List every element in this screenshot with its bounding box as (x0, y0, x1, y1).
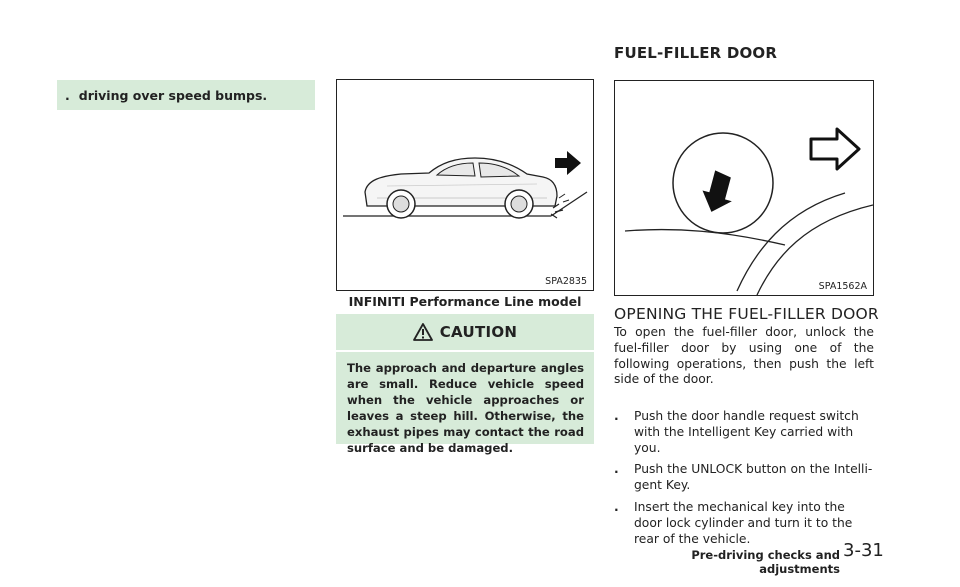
warning-icon (413, 323, 433, 341)
caution-heading (336, 314, 594, 350)
figure-car-illustration (336, 79, 594, 291)
car-illustration-icon (337, 80, 594, 291)
instruction-paragraph: To open the fuel-filler door, unlock the fuel-filler door by using one of the following operations, then push the left side of the door. (614, 325, 874, 387)
bullet-marker: . (614, 462, 619, 477)
bullet-marker: . (614, 409, 619, 423)
footer-section-label: Pre-driving checks and adjustments (691, 548, 840, 576)
list-item-text: Insert the mechanical key into the door lock cylinder and turn it to the rear of the vehicle. (634, 499, 853, 546)
caution-label: CAUTION (439, 323, 518, 341)
bullet-marker: . (65, 87, 70, 103)
list-item (614, 409, 874, 456)
figure-caption: INFINITI Performance Line model (348, 294, 582, 309)
list-item-text: Push the door handle request switch with the Intelligent Key carried with you. (634, 409, 859, 455)
list-item-text: Push the UNLOCK button on the Intelli-gent Key. (634, 462, 873, 493)
bullet-marker: . (614, 499, 619, 514)
figure-fuel-door (614, 80, 874, 296)
fuel-door-illustration-icon (615, 81, 874, 296)
instruction-list (614, 409, 874, 553)
list-item (614, 462, 874, 494)
list-item (614, 500, 874, 547)
caution-text: The approach and departure angles are small. Reduce vehicle speed when the vehicle approaches or leaves a steep hill. Otherwise, the exhaust pipes may contact the road surface and be damaged. (336, 352, 594, 444)
page-number: 3-31 (843, 540, 884, 561)
note-box (57, 80, 315, 110)
figure-code: SPA2835 (545, 276, 587, 287)
note-text: driving over speed bumps. (78, 87, 268, 103)
section-title: FUEL-FILLER DOOR (614, 44, 778, 62)
subsection-title: OPENING THE FUEL-FILLER DOOR (614, 305, 879, 323)
figure-code: SPA1562A (818, 281, 867, 292)
